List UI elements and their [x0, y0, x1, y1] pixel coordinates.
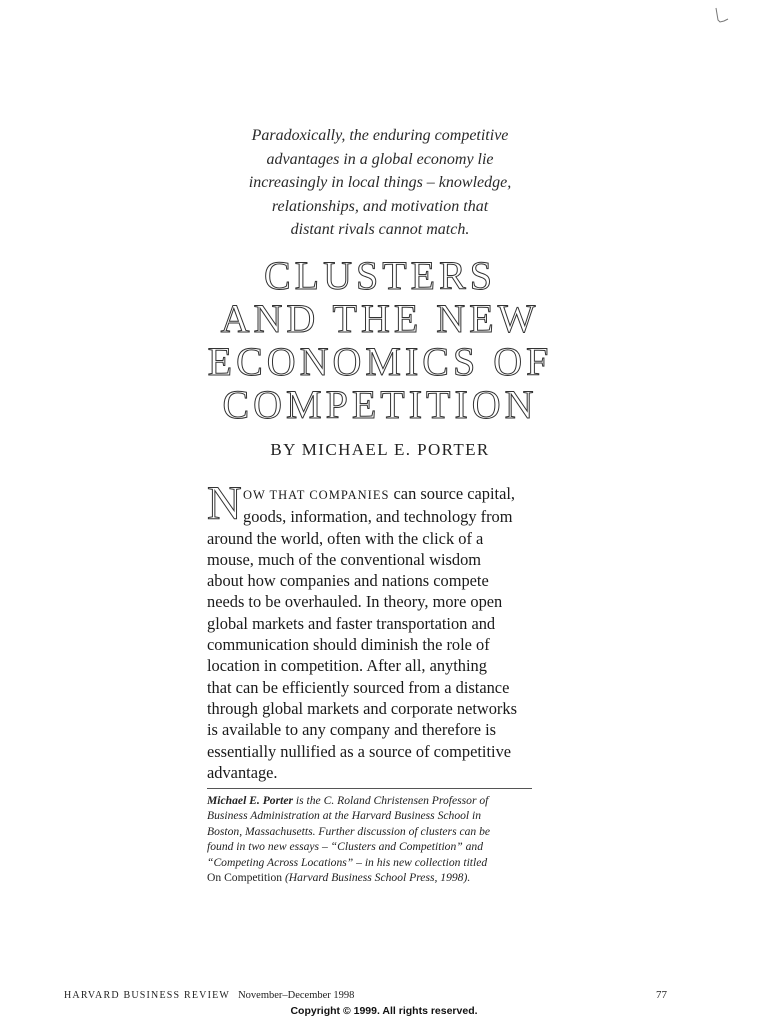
body-line: needs to be overhauled. In theory, more open	[207, 592, 503, 612]
byline: BY MICHAEL E. PORTER	[270, 440, 490, 459]
body-line: is available to any company and therefore is	[207, 720, 497, 740]
author-bio	[207, 793, 537, 885]
body-line: goods, information, and technology from	[243, 507, 513, 527]
deck-line: advantages in a global economy lie	[266, 150, 494, 168]
running-footer	[64, 990, 354, 1001]
body-line: location in competition. After all, anything	[207, 656, 487, 676]
bio-line-rest: (Harvard Business School Press, 1998).	[282, 871, 471, 885]
body-line: mouse, much of the conventional wisdom	[207, 549, 482, 569]
body-line: through global markets and corporate networks	[207, 698, 517, 718]
title-line: ECONOMICS OF	[207, 339, 553, 384]
bio-line	[207, 793, 537, 808]
footnote-divider	[207, 788, 532, 789]
article-deck	[190, 124, 570, 242]
body-line: around the world, often with the click of a	[207, 528, 484, 548]
bio-line-rest: is the C. Roland Christensen Professor of	[293, 794, 489, 807]
body-line-first	[207, 483, 533, 506]
deck-line: relationships, and motivation that	[271, 197, 489, 215]
bio-line: found in two new essays – “Clusters and Competition” and	[207, 840, 484, 854]
body-line: global markets and faster transportation and	[207, 613, 496, 633]
bio-line: Business Administration at the Harvard Business School in	[207, 809, 482, 823]
body-line: advantage.	[207, 762, 278, 782]
page-number: 77	[656, 989, 667, 1001]
bio-line: Boston, Massachusetts. Further discussion of clusters can be	[207, 824, 491, 838]
body-line: about how companies and nations compete	[207, 571, 489, 591]
title-line: CLUSTERS	[263, 253, 497, 298]
bio-book-title: On Competition	[207, 871, 283, 885]
copyright-notice: Copyright © 1999. All rights reserved.	[290, 1005, 478, 1017]
first-line-rest: can source capital,	[389, 484, 516, 503]
article-body	[207, 477, 533, 783]
body-line: essentially nullified as a source of competitive	[207, 741, 512, 761]
body-line: communication should diminish the role of	[207, 635, 490, 655]
scan-mark-icon	[712, 6, 734, 26]
title-line: AND THE NEW	[220, 296, 540, 341]
bio-line	[207, 870, 537, 885]
bio-line: “Competing Across Locations” – in his new collection titled	[207, 855, 488, 869]
body-line: that can be efficiently sourced from a distance	[207, 677, 510, 697]
issue-date: November–December 1998	[238, 990, 355, 1001]
title-line: COMPETITION	[222, 382, 538, 427]
drop-cap: N	[207, 477, 242, 530]
article-title	[160, 254, 600, 426]
deck-line: increasingly in local things – knowledge,	[248, 174, 512, 191]
deck-line: Paradoxically, the enduring competitive	[251, 127, 509, 144]
lead-in: OW THAT COMPANIES	[243, 488, 390, 502]
bio-author-name: Michael E. Porter	[207, 794, 293, 807]
journal-name: HARVARD BUSINESS REVIEW	[64, 990, 231, 1001]
deck-line: distant rivals cannot match.	[290, 221, 470, 238]
